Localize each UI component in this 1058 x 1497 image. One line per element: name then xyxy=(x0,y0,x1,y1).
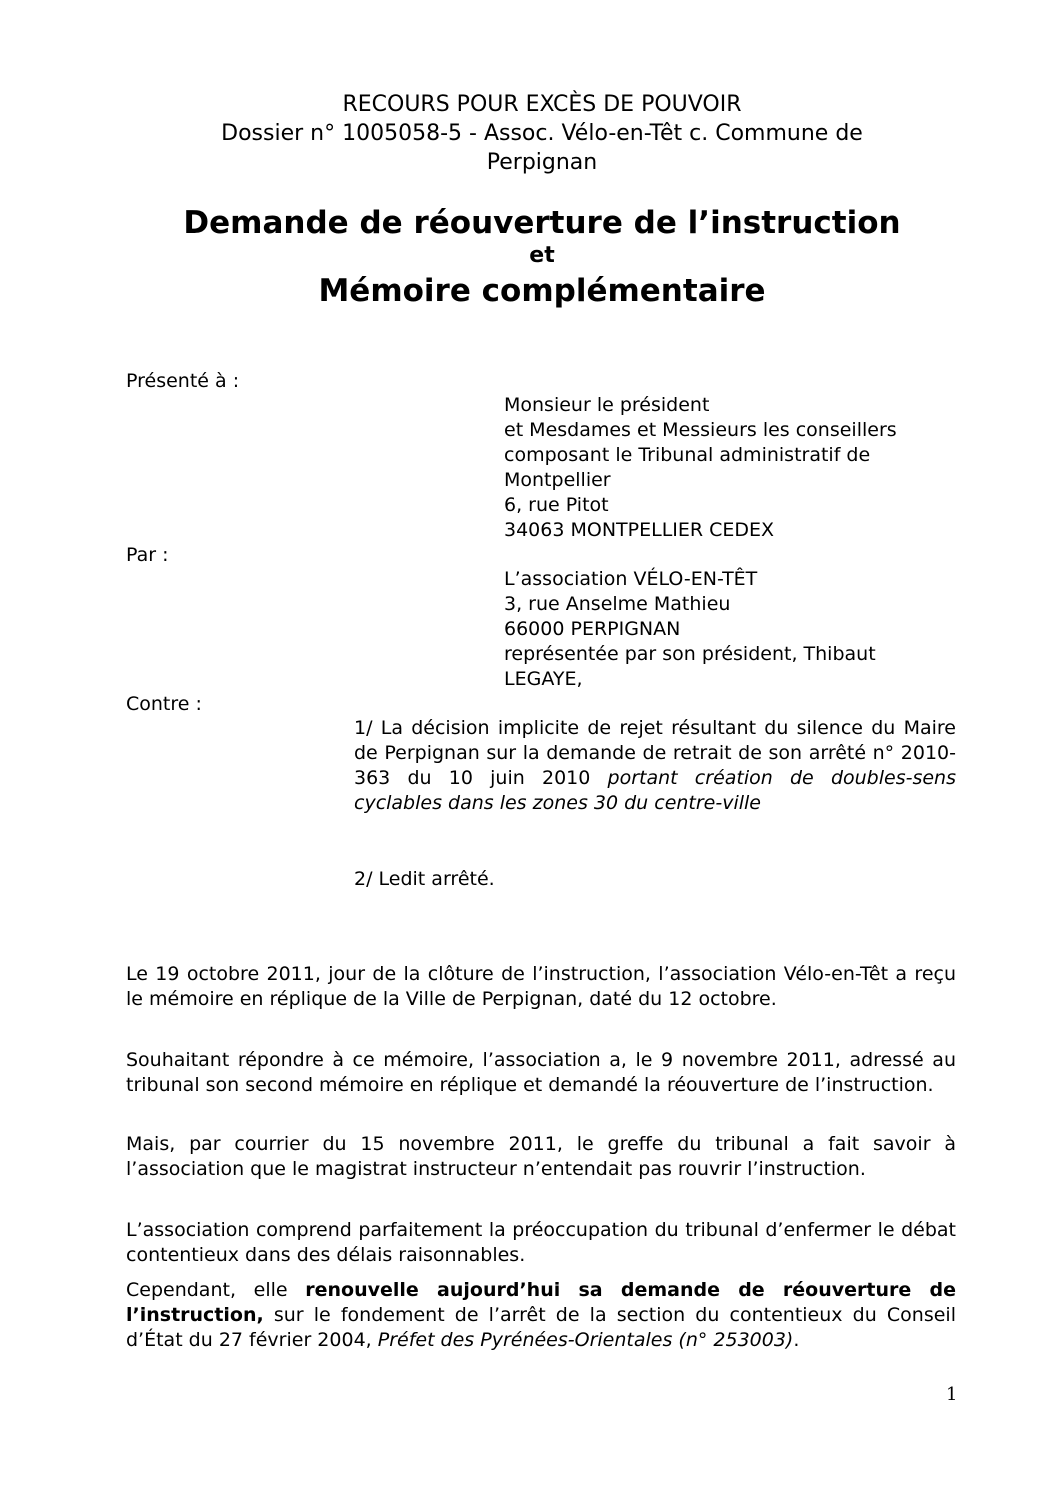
paragraph-1: Le 19 octobre 2011, jour de la clôture de l’instruction, l’association Vélo-en-Têt a reçu le mémoire en réplique de la Ville de Perpignan, daté du 12 octobre. xyxy=(126,963,956,1010)
paragraph-5-text: sur le fondement de l’arrêt de la section du contentieux du Conseil d’État du 27 février 2004, xyxy=(126,1304,956,1351)
address-line: 3, rue Anselme Mathieu xyxy=(504,593,731,615)
address-line: Monsieur le président xyxy=(504,394,710,416)
address-line: LEGAYE, xyxy=(504,668,583,690)
address-line: 6, rue Pitot xyxy=(504,494,609,516)
contre-item-1-title: portant création de doubles-sens cyclables dans les zones 30 du centre-ville xyxy=(354,767,956,814)
document-title: Demande de réouverture de l’instruction xyxy=(183,205,901,241)
paragraph-5 xyxy=(126,1278,956,1353)
paragraph-5-text: . xyxy=(793,1329,800,1351)
par-address xyxy=(504,567,876,692)
page-number: 1 xyxy=(946,1384,958,1405)
address-line: 66000 PERPIGNAN xyxy=(504,618,681,640)
address-line: et Mesdames et Messieurs les conseillers xyxy=(504,419,897,441)
address-line: 34063 MONTPELLIER CEDEX xyxy=(504,519,775,541)
paragraph-5-case-title: Préfet des Pyrénées-Orientales (n° 253003) xyxy=(377,1329,794,1351)
paragraph-5-emphasis: renouvelle aujourd’hui sa demande de réouverture de l’instruction, xyxy=(126,1279,956,1326)
paragraph-5-text: Cependant, elle xyxy=(126,1279,306,1301)
contre-label: Contre : xyxy=(126,693,202,715)
address-line: L’association VÉLO-EN-TÊT xyxy=(504,568,758,590)
header-line-1: RECOURS POUR EXCÈS DE POUVOIR xyxy=(342,92,742,117)
document-subtitle: Mémoire complémentaire xyxy=(318,273,766,309)
title-joiner: et xyxy=(529,243,555,268)
paragraph-3: Mais, par courrier du 15 novembre 2011, le greffe du tribunal a fait savoir à l’association que le magistrat instructeur n’entendait pas rouvrir l’instruction. xyxy=(126,1133,956,1180)
contre-item-1-text: 1/ La décision implicite de rejet résultant du silence du Maire de Perpignan sur la demande de retrait de son arrêté n° 2010-363 du 10 juin 2010 xyxy=(354,717,956,789)
par-label: Par : xyxy=(126,544,169,566)
header-block xyxy=(0,90,1058,177)
presente-address xyxy=(504,393,897,543)
address-line: représentée par son président, Thibaut xyxy=(504,643,876,665)
header-line-2: Dossier n° 1005058-5 - Assoc. Vélo-en-Têt c. Commune de xyxy=(221,121,863,146)
address-line: composant le Tribunal administratif de xyxy=(504,444,871,466)
contre-item-2: 2/ Ledit arrêté. xyxy=(354,868,495,890)
presente-label: Présenté à : xyxy=(126,370,240,392)
header-line-3: Perpignan xyxy=(486,150,598,175)
paragraph-2: Souhaitant répondre à ce mémoire, l’association a, le 9 novembre 2011, adressé au tribunal son second mémoire en réplique et demandé la réouverture de l’instruction. xyxy=(126,1049,956,1096)
contre-item-1 xyxy=(354,716,956,816)
address-line: Montpellier xyxy=(504,469,611,491)
paragraph-4: L’association comprend parfaitement la préoccupation du tribunal d’enfermer le débat contentieux dans des délais raisonnables. xyxy=(126,1219,956,1266)
